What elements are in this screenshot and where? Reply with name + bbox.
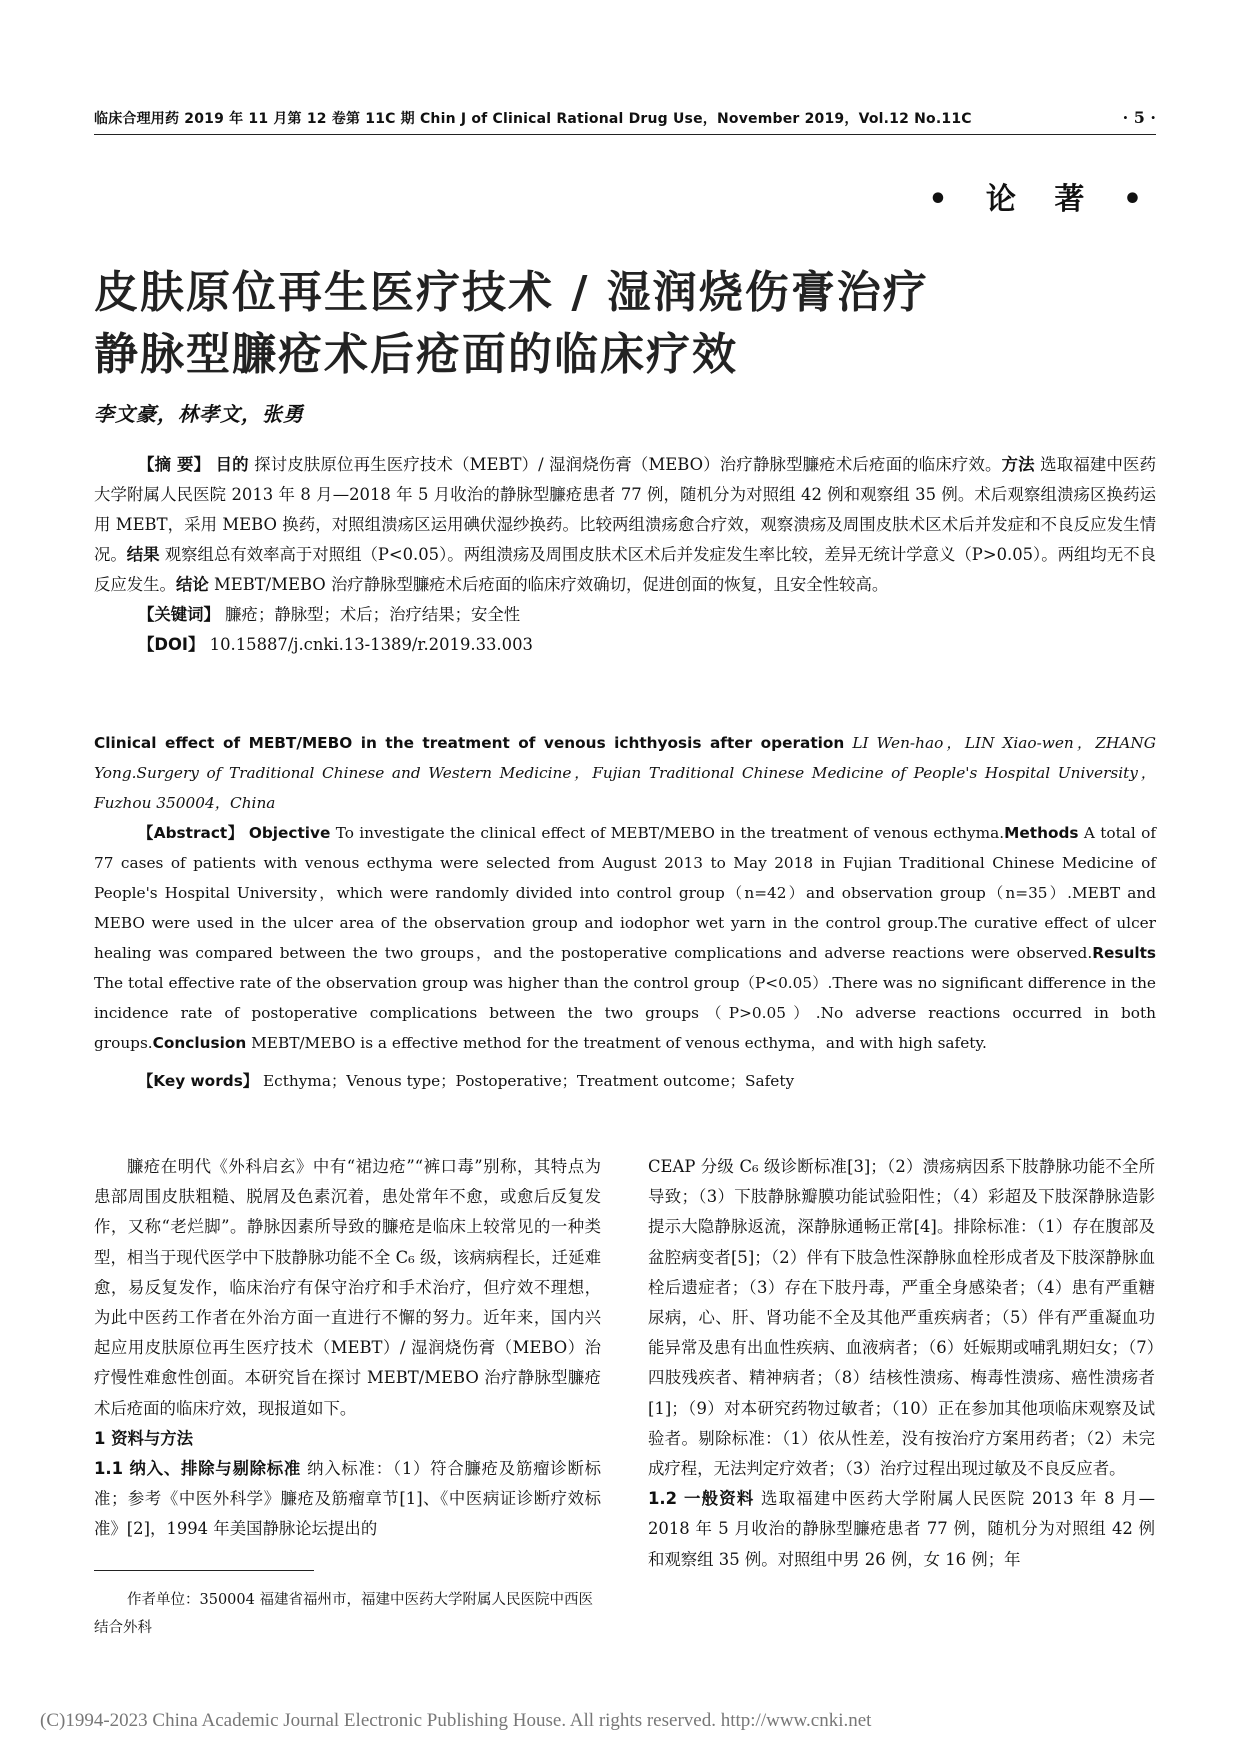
abstract-cn-body [94,450,1156,600]
keywords-cn-label: 【关键词】 [138,605,220,624]
body-left-column [94,1152,601,1545]
footnote-text: 作者单位：350004 福建省福州市，福建中医药大学附属人民医院中西医结合外科 [94,1592,593,1636]
english-results-label: Results [1092,944,1156,962]
page-number: · 5 · [1122,108,1156,127]
copyright-watermark: (C)1994-2023 China Academic Journal Electronic Publishing House. All rights reserved. http://www.cnki.net [40,1710,872,1731]
subheading-1-2: 1.2 一般资料 [648,1489,755,1509]
general-data-paragraph [648,1484,1155,1575]
results-text: 观察组总有效率高于对照组（P<0.05）。两组溃疡及周围皮肤术区术后并发症发生率比较，差异无统计学意义（P>0.05）。两组均无不良反应发生。 [94,545,1156,594]
header-rule [94,134,1156,135]
journal-header: 临床合理用药 2019 年 11 月第 12 卷第 11C 期 Chin J of Clinical Rational Drug Use，November 2019，Vol.12 No.11C [94,111,972,127]
conclusion-text: MEBT/MEBO 治疗静脉型臁疮术后疮面的临床疗效确切，促进创面的恢复，且安全性较高。 [213,575,889,594]
english-methods: A total of 77 cases of patients with venous ecthyma were selected from August 2013 to May 2018 in Fujian Traditional Chinese Medicine of People's Hospital University，which were randomly divided into control group（n=42）and observation group（n=35）.MEBT and MEBO were used in the ulcer area of the observation group and iodophor wet yarn in the control group.The curative effect of ulcer healing was compared between the two groups，and the postoperative complications and adverse reactions were observed. [94,824,1156,962]
english-objective-label: Objective [248,824,331,842]
authors: 李文豪，林孝文，张勇 [94,402,304,426]
criteria-text: 纳入标准：（1）符合臁疮及筋瘤诊断标准；参考《中医外科学》臁疮及筋瘤章节[1]、《中医病证诊断疗效标准》[2]，1994 年美国静脉论坛提出的 [94,1459,601,1539]
footnote-rule [94,1570,314,1571]
section-label: • 论 著 • [928,182,1156,217]
english-methods-label: Methods [1004,824,1079,842]
general-data-text: 选取福建中医药大学附属人民医院 2013 年 8 月—2018 年 5 月收治的静脉型臁疮患者 77 例，随机分为对照组 42 例和观察组 35 例。对照组中男 26 例，女 16 例；年 [648,1489,1155,1569]
english-title: Clinical effect of MEBT/MEBO in the treatment of venous ichthyosis after operation [94,734,845,752]
title-line-2: 静脉型臁疮术后疮面的临床疗效 [94,329,738,380]
doi-text: 10.15887/j.cnki.13-1389/r.2019.33.003 [209,635,533,654]
english-conclusion: MEBT/MEBO is a effective method for the treatment of venous ecthyma，and with high safety. [251,1034,987,1052]
keywords-cn-text: 臁疮；静脉型；术后；治疗结果；安全性 [225,605,521,624]
intro-paragraph: 臁疮在明代《外科启玄》中有“裙边疮”“裤口毒”别称，其特点为患部周围皮肤粗糙、脱屑及色素沉着，患处常年不愈，或愈后反复发作，又称“老烂脚”。静脉因素所导致的臁疮是临床上较常见的一种类型，相当于现代医学中下肢静脉功能不全 C₆ 级，该病病程长，迁延难愈，易反复发作，临床治疗有保守治疗和手术治疗，但疗效不理想，为此中医药工作者在外治方面一直进行不懈的努力。近年来，国内兴起应用皮肤原位再生医疗技术（MEBT）/ 湿润烧伤膏（MEBO）治疗慢性难愈性创面。本研究旨在探讨 MEBT/MEBO 治疗静脉型臁疮术后疮面的临床疗效，现报道如下。 [94,1157,601,1418]
abstract-cn [94,450,1156,660]
conclusion-label: 结论 [175,575,209,594]
doi-label: 【DOI】 [138,635,205,654]
english-keywords [94,1066,1156,1096]
objective-label: 目的 [215,455,249,474]
body-right-column [648,1152,1155,1575]
english-affiliation: LI Wen-hao，LIN Xiao-wen，ZHANG Yong.Surgery of Traditional Chinese and Western Medicine，Fujian Traditional Chinese Medicine of People's Hospital University，Fuzhou 350004，China [94,734,1156,812]
english-abstract-body [94,818,1156,1058]
english-conclusion-label: Conclusion [152,1034,247,1052]
english-results: The total effective rate of the observation group was higher than the control group（P<0.05）.There was no significant difference in the incidence rate of postoperative complications between the two groups（P>0.05）.No adverse reactions occurred in both groups. [94,974,1156,1052]
subheading-1-1: 1.1 纳入、排除与剔除标准 [94,1459,302,1479]
author-affiliation-footnote [94,1586,601,1642]
results-label: 结果 [126,545,160,564]
english-abstract [94,728,1156,1096]
english-keywords-label: 【Key words】 [138,1072,259,1090]
article-title [94,262,1154,386]
criteria-continued: CEAP 分级 C₆ 级诊断标准[3]；（2）溃疡病因系下肢静脉功能不全所导致；（3）下肢静脉瓣膜功能试验阳性；（4）彩超及下肢深静脉造影提示大隐静脉返流，深静脉通畅正常[4]。排除标准：（1）存在腹部及盆腔病变者[5]；（2）伴有下肢急性深静脉血栓形成者及下肢深静脉血栓后遗症者；（3）存在下肢丹毒，严重全身感染者；（4）患有严重糖尿病，心、肝、肾功能不全及其他严重疾病者；（5）伴有严重凝血功能异常及患有出血性疾病、血液病者；（6）妊娠期或哺乳期妇女；（7）四肢残疾者、精神病者；（8）结核性溃疡、梅毒性溃疡、癌性溃疡者[1]；（9）对本研究药物过敏者；（10）正在参加其他项临床观察及试验者。剔除标准：（1）依从性差，没有按治疗方案用药者；（2）未完成疗程，无法判定疗效者；（3）治疗过程出现过敏及不良反应者。 [648,1157,1155,1479]
methods-label: 方法 [1001,455,1035,474]
english-objective: To investigate the clinical effect of MEBT/MEBO in the treatment of venous ecthyma. [335,824,1005,842]
title-line-1: 皮肤原位再生医疗技术 / 湿润烧伤膏治疗 [94,267,929,318]
keywords-cn [94,600,1156,630]
english-abstract-label: 【Abstract】 [138,824,244,842]
objective-text: 探讨皮肤原位再生医疗技术（MEBT）/ 湿润烧伤膏（MEBO）治疗静脉型臁疮术后疮面的临床疗效。 [254,455,1002,474]
doi [94,630,1156,660]
methods-text: 选取福建中医药大学附属人民医院 2013 年 8 月—2018 年 5 月收治的静脉型臁疮患者 77 例，随机分为对照组 42 例和观察组 35 例。术后观察组溃疡区换药运用 MEBT，采用 MEBO 换药，对照组溃疡区运用碘伏湿纱换药。比较两组溃疡愈合疗效，观察溃疡及周围皮肤术区术后并发症和不良反应发生情况。 [94,455,1157,564]
abstract-cn-label: 【摘 要】 [138,455,211,474]
criteria-paragraph [94,1454,601,1545]
english-keywords-text: Ecthyma；Venous type；Postoperative；Treatment outcome；Safety [262,1072,795,1090]
english-title-line [94,728,1156,818]
heading-materials-methods: 1 资料与方法 [94,1428,194,1448]
